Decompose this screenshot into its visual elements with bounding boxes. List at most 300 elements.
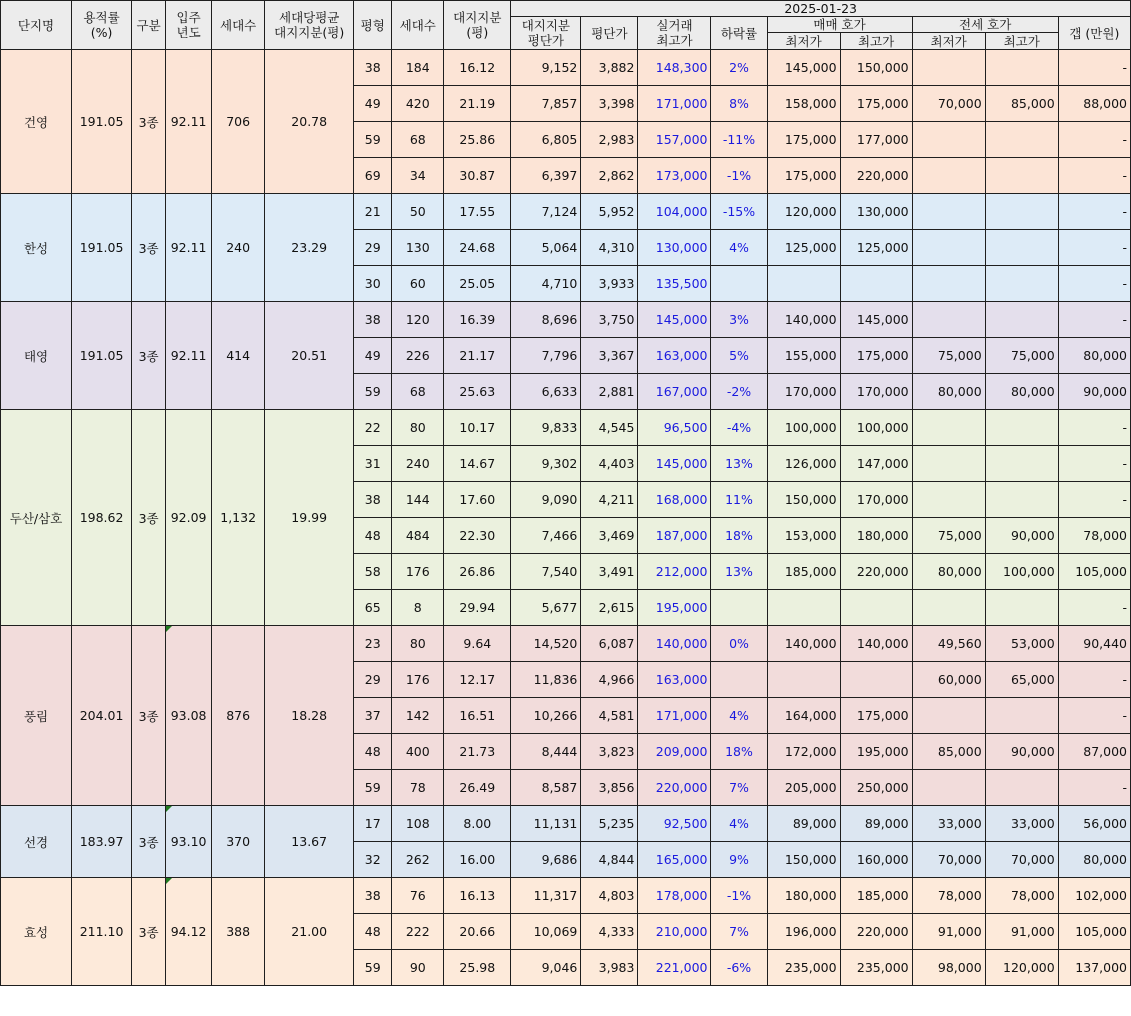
- sale-min: 89,000: [767, 806, 840, 842]
- price-per-pyeong: 6,087: [581, 626, 638, 662]
- real-max-price: 165,000: [638, 842, 711, 878]
- floor-area-ratio: 211.10: [72, 878, 132, 986]
- complex-households: 414: [212, 302, 265, 410]
- sale-max: [840, 266, 912, 302]
- unit-size: 59: [354, 950, 392, 986]
- table-body: [1, 50, 1131, 986]
- drop-rate: 4%: [711, 698, 767, 734]
- unit-land: 12.17: [444, 662, 511, 698]
- unit-households: 400: [392, 734, 444, 770]
- drop-rate: 13%: [711, 554, 767, 590]
- table-row: [1, 626, 1131, 662]
- price-per-pyeong: 4,966: [581, 662, 638, 698]
- price-per-pyeong: 4,581: [581, 698, 638, 734]
- gap: 80,000: [1058, 842, 1130, 878]
- land-price: 4,710: [511, 266, 581, 302]
- sale-max: 89,000: [840, 806, 912, 842]
- table-row: [1, 410, 1131, 446]
- sale-min: 145,000: [767, 50, 840, 86]
- drop-rate: -15%: [711, 194, 767, 230]
- header-jeonse-group: 전세 호가: [912, 17, 1058, 33]
- sale-min: 170,000: [767, 374, 840, 410]
- gap: 105,000: [1058, 914, 1130, 950]
- unit-size: 21: [354, 194, 392, 230]
- price-per-pyeong: 3,856: [581, 770, 638, 806]
- unit-land: 16.13: [444, 878, 511, 914]
- complex-name: 건영: [1, 50, 72, 194]
- table-row: [1, 806, 1131, 842]
- sale-min: 140,000: [767, 626, 840, 662]
- gap: 78,000: [1058, 518, 1130, 554]
- sale-max: 175,000: [840, 338, 912, 374]
- zone: 3종: [132, 878, 166, 986]
- sale-min: 120,000: [767, 194, 840, 230]
- sale-min: 175,000: [767, 158, 840, 194]
- jeonse-min: 75,000: [912, 338, 985, 374]
- sale-max: 180,000: [840, 518, 912, 554]
- price-per-pyeong: 4,211: [581, 482, 638, 518]
- gap: -: [1058, 266, 1130, 302]
- sale-max: 220,000: [840, 158, 912, 194]
- land-price: 9,302: [511, 446, 581, 482]
- unit-land: 21.19: [444, 86, 511, 122]
- drop-rate: 11%: [711, 482, 767, 518]
- unit-households: 78: [392, 770, 444, 806]
- gap: 88,000: [1058, 86, 1130, 122]
- header-land-price-line1: 대지지분: [521, 18, 571, 33]
- unit-size: 59: [354, 122, 392, 158]
- unit-land: 16.12: [444, 50, 511, 86]
- unit-land: 21.73: [444, 734, 511, 770]
- price-per-pyeong: 3,750: [581, 302, 638, 338]
- unit-land: 16.00: [444, 842, 511, 878]
- drop-rate: 5%: [711, 338, 767, 374]
- floor-area-ratio: 191.05: [72, 302, 132, 410]
- unit-size: 69: [354, 158, 392, 194]
- jeonse-max: 85,000: [985, 86, 1058, 122]
- drop-rate: -4%: [711, 410, 767, 446]
- jeonse-max: [985, 698, 1058, 734]
- drop-rate: 4%: [711, 230, 767, 266]
- jeonse-max: [985, 410, 1058, 446]
- unit-land: 17.55: [444, 194, 511, 230]
- unit-land: 24.68: [444, 230, 511, 266]
- sale-max: 220,000: [840, 914, 912, 950]
- price-per-pyeong: 3,823: [581, 734, 638, 770]
- land-price: 9,686: [511, 842, 581, 878]
- zone: 3종: [132, 302, 166, 410]
- zone: 3종: [132, 194, 166, 302]
- jeonse-min: 60,000: [912, 662, 985, 698]
- gap: -: [1058, 194, 1130, 230]
- move-in-year: 92.11: [166, 302, 212, 410]
- header-year-line2: 년도: [176, 25, 201, 40]
- gap: -: [1058, 482, 1130, 518]
- sale-max: 195,000: [840, 734, 912, 770]
- gap: 102,000: [1058, 878, 1130, 914]
- jeonse-max: 33,000: [985, 806, 1058, 842]
- sale-min: 153,000: [767, 518, 840, 554]
- jeonse-min: [912, 230, 985, 266]
- header-avg-land-line2: 대지지분(평): [274, 25, 345, 40]
- complex-name: 한성: [1, 194, 72, 302]
- gap: 87,000: [1058, 734, 1130, 770]
- sale-min: 172,000: [767, 734, 840, 770]
- header-far-line2: (%): [90, 25, 113, 40]
- drop-rate: 2%: [711, 50, 767, 86]
- unit-households: 90: [392, 950, 444, 986]
- drop-rate: -6%: [711, 950, 767, 986]
- land-price: 7,466: [511, 518, 581, 554]
- floor-area-ratio: 198.62: [72, 410, 132, 626]
- move-in-year: 92.11: [166, 50, 212, 194]
- real-max-price: 167,000: [638, 374, 711, 410]
- real-max-price: 195,000: [638, 590, 711, 626]
- unit-size: 38: [354, 878, 392, 914]
- land-price: 10,069: [511, 914, 581, 950]
- drop-rate: 7%: [711, 770, 767, 806]
- unit-land: 30.87: [444, 158, 511, 194]
- sale-min: [767, 590, 840, 626]
- unit-size: 32: [354, 842, 392, 878]
- complex-name: 선경: [1, 806, 72, 878]
- real-max-price: 130,000: [638, 230, 711, 266]
- sale-max: 145,000: [840, 302, 912, 338]
- unit-households: 484: [392, 518, 444, 554]
- jeonse-min: 98,000: [912, 950, 985, 986]
- real-max-price: 92,500: [638, 806, 711, 842]
- price-per-pyeong: 3,983: [581, 950, 638, 986]
- land-price: 5,064: [511, 230, 581, 266]
- gap: -: [1058, 122, 1130, 158]
- gap: -: [1058, 590, 1130, 626]
- price-per-pyeong: 3,469: [581, 518, 638, 554]
- move-in-year: 94.12: [166, 878, 212, 986]
- unit-size: 37: [354, 698, 392, 734]
- header-sale-max: 최고가: [840, 33, 912, 50]
- jeonse-min: [912, 158, 985, 194]
- header-zone: 구분: [132, 1, 166, 50]
- unit-households: 50: [392, 194, 444, 230]
- sale-min: [767, 662, 840, 698]
- drop-rate: [711, 590, 767, 626]
- jeonse-min: 33,000: [912, 806, 985, 842]
- sale-max: 177,000: [840, 122, 912, 158]
- unit-land: 25.98: [444, 950, 511, 986]
- gap: -: [1058, 302, 1130, 338]
- unit-size: 38: [354, 302, 392, 338]
- land-price: 8,444: [511, 734, 581, 770]
- sale-max: 160,000: [840, 842, 912, 878]
- unit-size: 38: [354, 50, 392, 86]
- unit-households: 108: [392, 806, 444, 842]
- sale-max: 170,000: [840, 482, 912, 518]
- jeonse-min: 75,000: [912, 518, 985, 554]
- unit-land: 21.17: [444, 338, 511, 374]
- complex-households: 370: [212, 806, 265, 878]
- real-max-price: 168,000: [638, 482, 711, 518]
- real-max-price: 140,000: [638, 626, 711, 662]
- land-price: 8,696: [511, 302, 581, 338]
- header-gap: 갭 (만원): [1058, 17, 1130, 50]
- sale-max: 150,000: [840, 50, 912, 86]
- jeonse-min: [912, 302, 985, 338]
- floor-area-ratio: 191.05: [72, 50, 132, 194]
- jeonse-max: 70,000: [985, 842, 1058, 878]
- header-land-line1: 대지지분: [453, 10, 502, 25]
- land-price: 6,633: [511, 374, 581, 410]
- sale-max: 125,000: [840, 230, 912, 266]
- unit-size: 48: [354, 734, 392, 770]
- jeonse-min: [912, 482, 985, 518]
- land-price: 7,857: [511, 86, 581, 122]
- unit-size: 49: [354, 86, 392, 122]
- jeonse-min: 70,000: [912, 86, 985, 122]
- price-per-pyeong: 2,881: [581, 374, 638, 410]
- unit-land: 16.51: [444, 698, 511, 734]
- avg-land-share: 13.67: [265, 806, 354, 878]
- unit-size: 29: [354, 662, 392, 698]
- drop-rate: [711, 266, 767, 302]
- header-date: 2025-01-23: [511, 1, 1131, 17]
- complex-name: 풍림: [1, 626, 72, 806]
- unit-size: 29: [354, 230, 392, 266]
- sale-min: 185,000: [767, 554, 840, 590]
- zone: 3종: [132, 626, 166, 806]
- drop-rate: 9%: [711, 842, 767, 878]
- header-land-line2: (평): [466, 25, 489, 40]
- unit-land: 9.64: [444, 626, 511, 662]
- header-land-price-line2: 평단가: [527, 33, 564, 48]
- jeonse-min: [912, 590, 985, 626]
- avg-land-share: 20.51: [265, 302, 354, 410]
- jeonse-min: [912, 50, 985, 86]
- table-row: [1, 50, 1131, 86]
- unit-size: 59: [354, 770, 392, 806]
- unit-households: 420: [392, 86, 444, 122]
- land-price: 5,677: [511, 590, 581, 626]
- sale-max: 250,000: [840, 770, 912, 806]
- sale-min: 235,000: [767, 950, 840, 986]
- header-real-price-line1: 실거래: [656, 18, 693, 33]
- unit-households: 60: [392, 266, 444, 302]
- unit-size: 23: [354, 626, 392, 662]
- price-per-pyeong: 5,952: [581, 194, 638, 230]
- unit-size: 59: [354, 374, 392, 410]
- jeonse-max: 78,000: [985, 878, 1058, 914]
- real-max-price: 148,300: [638, 50, 711, 86]
- header-avg-land-line1: 세대당평균: [279, 10, 340, 25]
- gap: 90,000: [1058, 374, 1130, 410]
- price-per-pyeong: 4,333: [581, 914, 638, 950]
- drop-rate: 18%: [711, 518, 767, 554]
- header-sale-min: 최저가: [767, 33, 840, 50]
- avg-land-share: 21.00: [265, 878, 354, 986]
- unit-land: 10.17: [444, 410, 511, 446]
- unit-size: 48: [354, 518, 392, 554]
- header-jeonse-max: 최고가: [985, 33, 1058, 50]
- unit-land: 20.66: [444, 914, 511, 950]
- move-in-year: 92.09: [166, 410, 212, 626]
- jeonse-min: [912, 266, 985, 302]
- drop-rate: 4%: [711, 806, 767, 842]
- unit-households: 76: [392, 878, 444, 914]
- header-land: [444, 1, 511, 50]
- gap: 137,000: [1058, 950, 1130, 986]
- drop-rate: 7%: [711, 914, 767, 950]
- avg-land-share: 19.99: [265, 410, 354, 626]
- unit-land: 29.94: [444, 590, 511, 626]
- price-per-pyeong: 3,882: [581, 50, 638, 86]
- complex-name: 효성: [1, 878, 72, 986]
- unit-households: 262: [392, 842, 444, 878]
- jeonse-min: 80,000: [912, 374, 985, 410]
- jeonse-max: [985, 482, 1058, 518]
- gap: 90,440: [1058, 626, 1130, 662]
- unit-land: 17.60: [444, 482, 511, 518]
- land-price: 6,805: [511, 122, 581, 158]
- header-households: 세대수: [212, 1, 265, 50]
- drop-rate: 0%: [711, 626, 767, 662]
- move-in-year: 93.10: [166, 806, 212, 878]
- unit-households: 240: [392, 446, 444, 482]
- real-max-price: 171,000: [638, 698, 711, 734]
- sale-min: 140,000: [767, 302, 840, 338]
- zone: 3종: [132, 410, 166, 626]
- price-per-pyeong: 3,398: [581, 86, 638, 122]
- sale-max: 100,000: [840, 410, 912, 446]
- land-price: 9,090: [511, 482, 581, 518]
- sale-max: 235,000: [840, 950, 912, 986]
- sale-max: 130,000: [840, 194, 912, 230]
- floor-area-ratio: 183.97: [72, 806, 132, 878]
- gap: -: [1058, 770, 1130, 806]
- real-max-price: 220,000: [638, 770, 711, 806]
- unit-land: 8.00: [444, 806, 511, 842]
- sale-min: 100,000: [767, 410, 840, 446]
- land-price: 8,587: [511, 770, 581, 806]
- drop-rate: -2%: [711, 374, 767, 410]
- price-per-pyeong: 2,615: [581, 590, 638, 626]
- unit-households: 142: [392, 698, 444, 734]
- header-real-price-line2: 최고가: [656, 33, 693, 48]
- sale-max: 140,000: [840, 626, 912, 662]
- sale-min: 150,000: [767, 482, 840, 518]
- header-drop-rate: 하락률: [711, 17, 767, 50]
- header-land-price: [511, 17, 581, 50]
- jeonse-max: [985, 158, 1058, 194]
- zone: 3종: [132, 50, 166, 194]
- gap: 80,000: [1058, 338, 1130, 374]
- floor-area-ratio: 191.05: [72, 194, 132, 302]
- unit-households: 120: [392, 302, 444, 338]
- header-avg-land: [265, 1, 354, 50]
- sale-min: 205,000: [767, 770, 840, 806]
- jeonse-max: [985, 446, 1058, 482]
- sale-min: 196,000: [767, 914, 840, 950]
- jeonse-min: [912, 122, 985, 158]
- complex-households: 706: [212, 50, 265, 194]
- sale-min: 125,000: [767, 230, 840, 266]
- jeonse-max: 90,000: [985, 518, 1058, 554]
- jeonse-min: 85,000: [912, 734, 985, 770]
- jeonse-max: [985, 590, 1058, 626]
- header-sale-group: 매매 호가: [767, 17, 912, 33]
- table-row: [1, 194, 1131, 230]
- jeonse-max: 53,000: [985, 626, 1058, 662]
- header-unit-households: 세대수: [392, 1, 444, 50]
- price-per-pyeong: 4,403: [581, 446, 638, 482]
- real-max-price: 178,000: [638, 878, 711, 914]
- unit-size: 65: [354, 590, 392, 626]
- complex-name: 두산/삼호: [1, 410, 72, 626]
- drop-rate: [711, 662, 767, 698]
- floor-area-ratio: 204.01: [72, 626, 132, 806]
- drop-rate: 8%: [711, 86, 767, 122]
- land-price: 10,266: [511, 698, 581, 734]
- complex-households: 1,132: [212, 410, 265, 626]
- unit-households: 8: [392, 590, 444, 626]
- real-max-price: 173,000: [638, 158, 711, 194]
- avg-land-share: 20.78: [265, 50, 354, 194]
- avg-land-share: 18.28: [265, 626, 354, 806]
- price-per-pyeong: 4,844: [581, 842, 638, 878]
- sale-min: 175,000: [767, 122, 840, 158]
- unit-households: 226: [392, 338, 444, 374]
- land-price: 9,152: [511, 50, 581, 86]
- gap: -: [1058, 410, 1130, 446]
- unit-households: 176: [392, 662, 444, 698]
- gap: -: [1058, 158, 1130, 194]
- real-max-price: 163,000: [638, 662, 711, 698]
- sale-min: [767, 266, 840, 302]
- header-complex: 단지명: [1, 1, 72, 50]
- real-max-price: 96,500: [638, 410, 711, 446]
- real-max-price: 171,000: [638, 86, 711, 122]
- complex-households: 388: [212, 878, 265, 986]
- sale-min: 126,000: [767, 446, 840, 482]
- unit-size: 49: [354, 338, 392, 374]
- unit-land: 26.86: [444, 554, 511, 590]
- jeonse-max: 90,000: [985, 734, 1058, 770]
- unit-size: 30: [354, 266, 392, 302]
- jeonse-max: 75,000: [985, 338, 1058, 374]
- header-far-line1: 용적률: [83, 10, 120, 25]
- jeonse-max: [985, 122, 1058, 158]
- avg-land-share: 23.29: [265, 194, 354, 302]
- gap: 56,000: [1058, 806, 1130, 842]
- header-jeonse-min: 최저가: [912, 33, 985, 50]
- complex-households: 876: [212, 626, 265, 806]
- unit-households: 80: [392, 410, 444, 446]
- complex-name: 태영: [1, 302, 72, 410]
- unit-land: 26.49: [444, 770, 511, 806]
- move-in-year: 93.08: [166, 626, 212, 806]
- price-per-pyeong: 4,803: [581, 878, 638, 914]
- sale-min: 164,000: [767, 698, 840, 734]
- land-price: 7,796: [511, 338, 581, 374]
- real-max-price: 104,000: [638, 194, 711, 230]
- unit-land: 25.86: [444, 122, 511, 158]
- jeonse-max: 120,000: [985, 950, 1058, 986]
- header-price-per-pyeong: 평단가: [581, 17, 638, 50]
- unit-size: 22: [354, 410, 392, 446]
- drop-rate: -11%: [711, 122, 767, 158]
- sale-max: [840, 590, 912, 626]
- header-year-line1: 입주: [176, 10, 201, 25]
- price-per-pyeong: 3,933: [581, 266, 638, 302]
- land-price: 9,046: [511, 950, 581, 986]
